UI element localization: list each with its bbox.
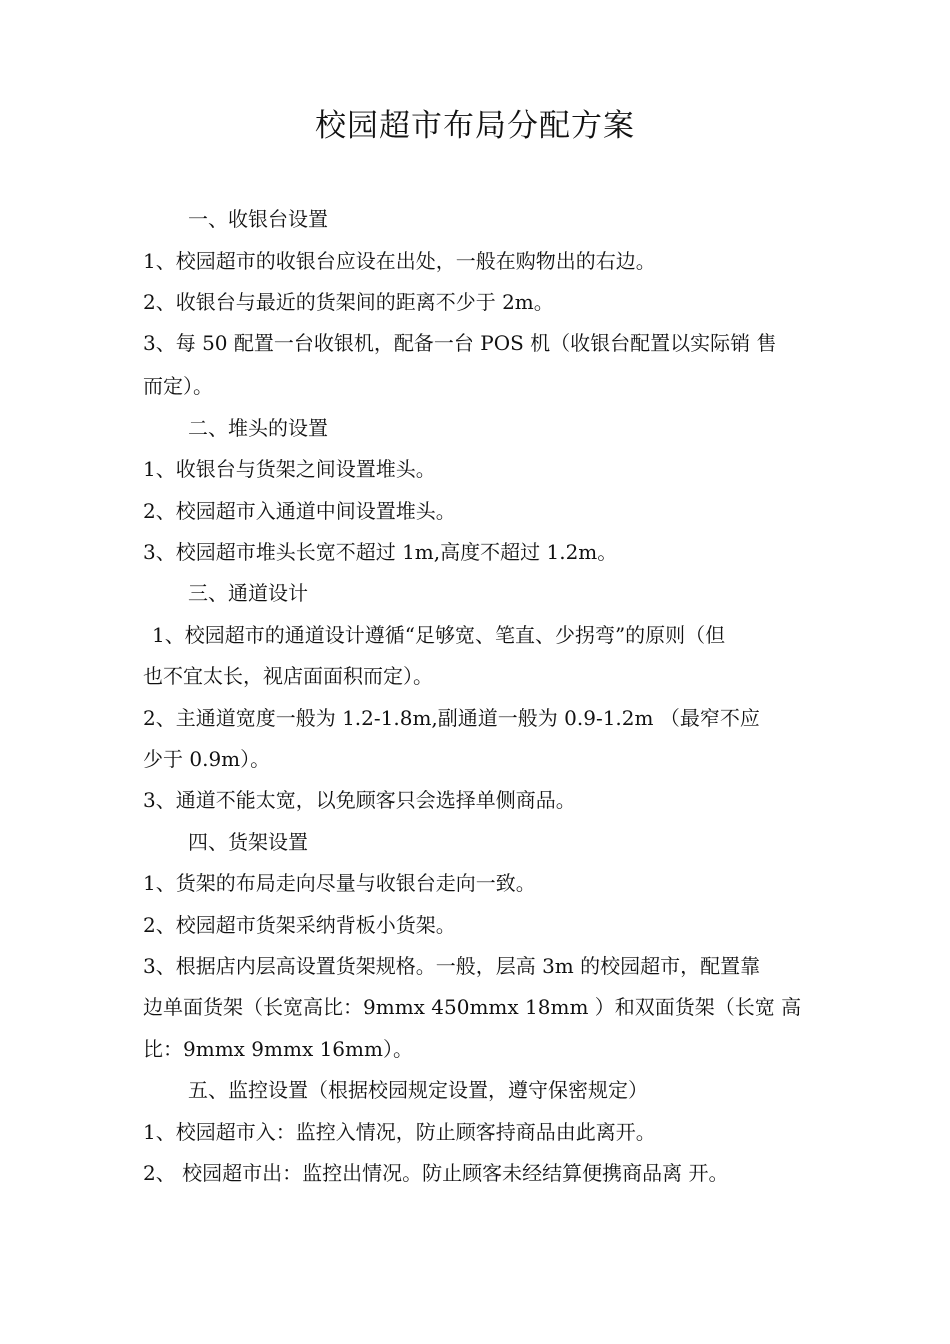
paragraph-line: 也不宜太长，视店面面积而定）。: [143, 664, 433, 688]
paragraph-line: 少于 0.9m）。: [143, 747, 271, 771]
section-heading-monitoring: 五、监控设置（根据校园规定设置，遵守保密规定）: [188, 1078, 648, 1102]
paragraph-line: 1、货架的布局走向尽量与收银台走向一致。: [143, 871, 536, 895]
paragraph-line: 1、校园超市的通道设计遵循“足够宽、笔直、少拐弯”的原则（但: [152, 623, 726, 647]
paragraph-line: 比：9mmx 9mmx 16mm）。: [143, 1037, 413, 1061]
paragraph-line: 2、 校园超市出：监控出情况。防止顾客未经结算便携商品离 开。: [143, 1161, 729, 1185]
paragraph-line: 而定）。: [143, 374, 213, 398]
paragraph-line: 1、校园超市的收银台应设在出处，一般在购物出的右边。: [143, 249, 656, 273]
paragraph-line: 1、收银台与货架之间设置堆头。: [143, 457, 436, 481]
section-heading-shelves: 四、货架设置: [188, 830, 308, 854]
section-heading-cashier: 一、收银台设置: [188, 207, 328, 231]
paragraph-line: 边单面货架（长宽高比：9mmx 450mmx 18mm ）和双面货架（长宽 高: [143, 995, 802, 1019]
document-title: 校园超市布局分配方案: [315, 108, 635, 144]
paragraph-line: 3、通道不能太宽，以免顾客只会选择单侧商品。: [143, 788, 576, 812]
section-heading-endcap: 二、堆头的设置: [188, 416, 328, 440]
paragraph-line: 2、收银台与最近的货架间的距离不少于 2m。: [143, 290, 554, 314]
paragraph-line: 3、校园超市堆头长宽不超过 1m,高度不超过 1.2m。: [143, 540, 618, 564]
paragraph-line: 2、校园超市入通道中间设置堆头。: [143, 499, 456, 523]
paragraph-line: 2、主通道宽度一般为 1.2-1.8m,副通道一般为 0.9-1.2m （最窄不应: [143, 706, 760, 730]
paragraph-line: 3、每 50 配置一台收银机，配备一台 POS 机（收银台配置以实际销 售: [143, 331, 777, 355]
paragraph-line: 2、校园超市货架采纳背板小货架。: [143, 913, 456, 937]
section-heading-aisle: 三、通道设计: [188, 581, 308, 605]
paragraph-line: 3、根据店内层高设置货架规格。一般，层高 3m 的校园超市，配置靠: [143, 954, 761, 978]
paragraph-line: 1、校园超市入：监控入情况，防止顾客持商品由此离开。: [143, 1120, 656, 1144]
